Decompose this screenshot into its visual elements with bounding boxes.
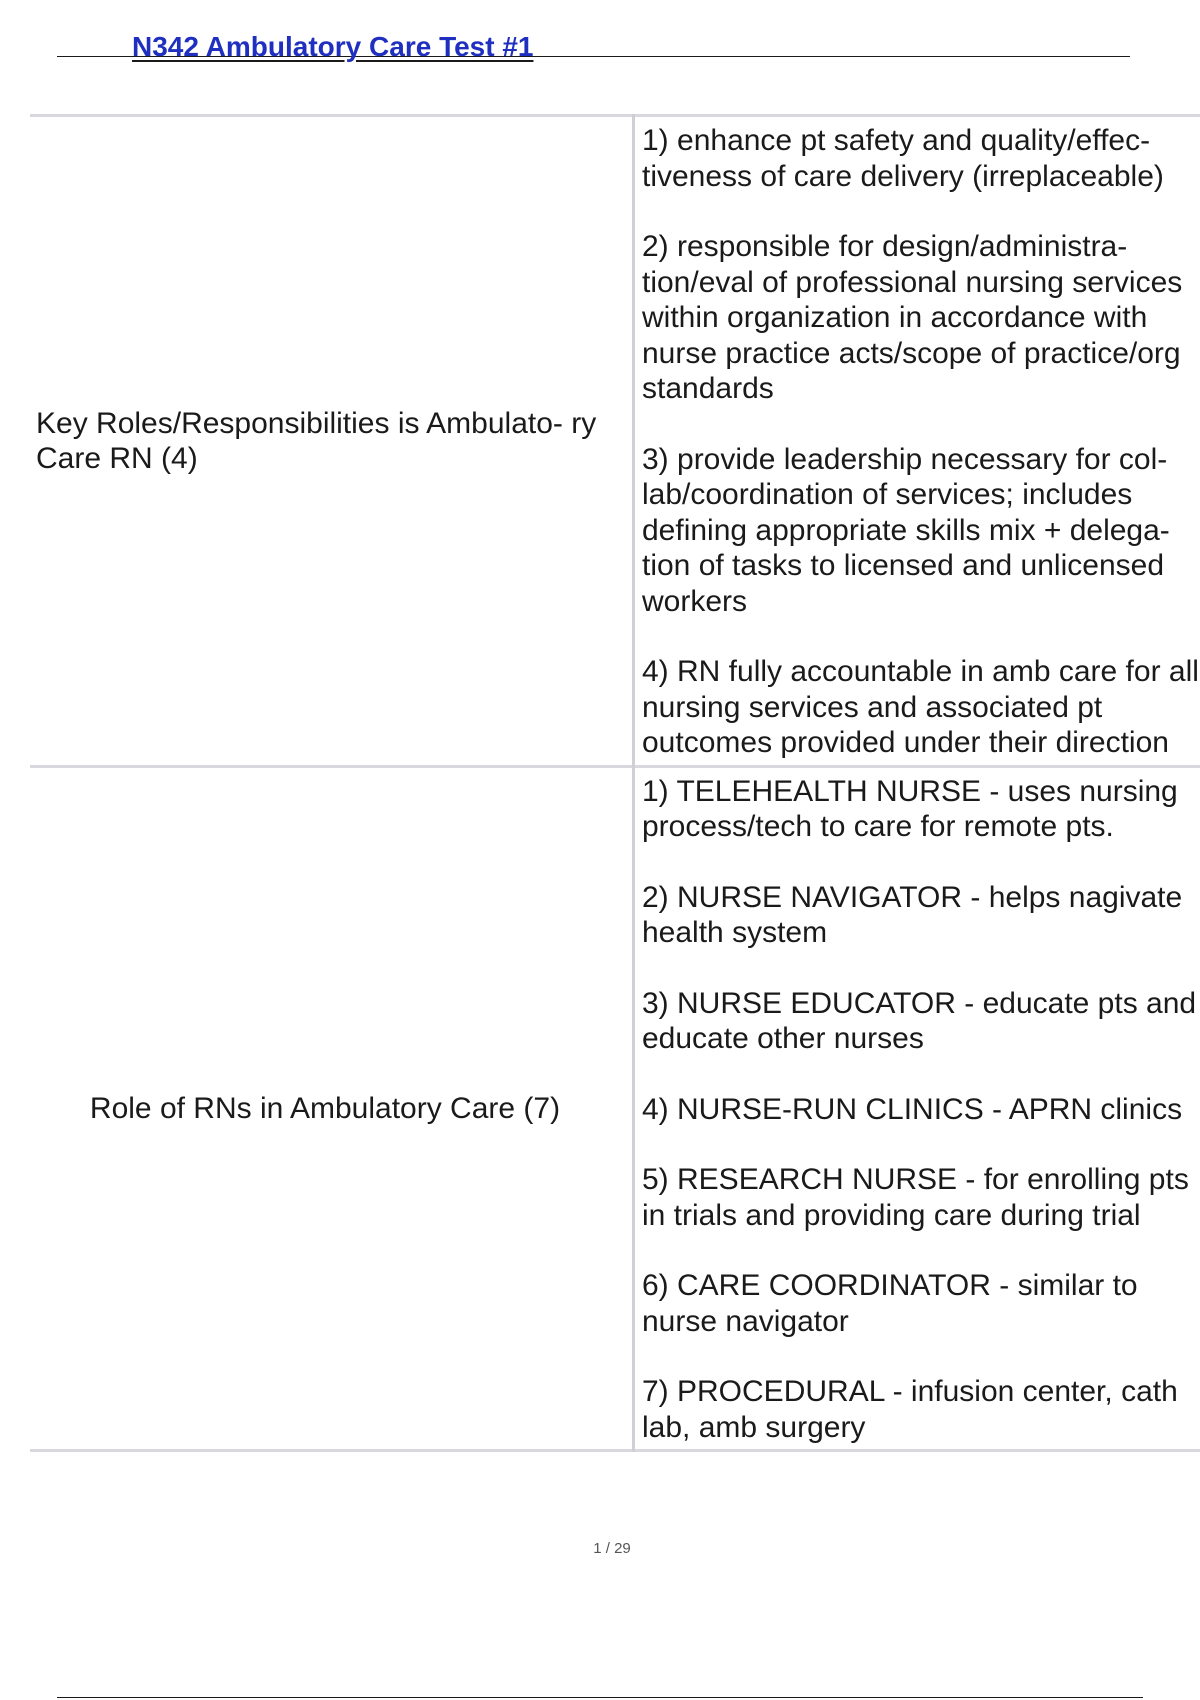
- definition-item: 6) CARE COORDINATOR - similar to nurse navigator: [642, 1269, 1138, 1338]
- definition-cell: [634, 116, 1200, 767]
- term-cell: Key Roles/Responsibilities is Ambulato- ry Care RN (4): [36, 406, 597, 475]
- flashcard-row: [30, 766, 1200, 1451]
- definition-item: 7) PROCEDURAL - infusion center, cath lab, amb surgery: [642, 1375, 1178, 1444]
- document-title: N342 Ambulatory Care Test #1: [132, 31, 534, 62]
- footer-rule: [57, 1697, 1143, 1698]
- definition-item: 4) RN fully accountable in amb care for all nursing services and associated pt outcomes provided under their direction: [642, 655, 1199, 759]
- flashcard-table: [30, 114, 1200, 1452]
- definition-item: 1) TELEHEALTH NURSE - uses nursing process/tech to care for remote pts.: [642, 774, 1178, 843]
- definition-item: 2) NURSE NAVIGATOR - helps nagivate health system: [642, 880, 1183, 949]
- definition-item: 2) responsible for design/administra- tion/eval of professional nursing services within organization in accordance with nurse practice acts/scope of practice/org standards: [642, 230, 1183, 405]
- flashcard-row: [30, 116, 1200, 767]
- definition-item: 4) NURSE-RUN CLINICS - APRN clinics: [642, 1092, 1183, 1126]
- definition-item: 1) enhance pt safety and quality/effec- tiveness of care delivery (irreplaceable): [642, 124, 1164, 193]
- page-number: 1 / 29: [593, 1540, 631, 1557]
- definition-cell: [634, 766, 1200, 1451]
- definition-item: 5) RESEARCH NURSE - for enrolling pts in trials and providing care during trial: [642, 1163, 1189, 1232]
- definition-item: 3) provide leadership necessary for col- lab/coordination of services; includes defining appropriate skills mix + delega- tion of tasks to licensed and unlicensed workers: [642, 442, 1170, 618]
- term-cell: Role of RNs in Ambulatory Care (7): [89, 1091, 561, 1125]
- definition-item: 3) NURSE EDUCATOR - educate pts and educate other nurses: [642, 986, 1197, 1055]
